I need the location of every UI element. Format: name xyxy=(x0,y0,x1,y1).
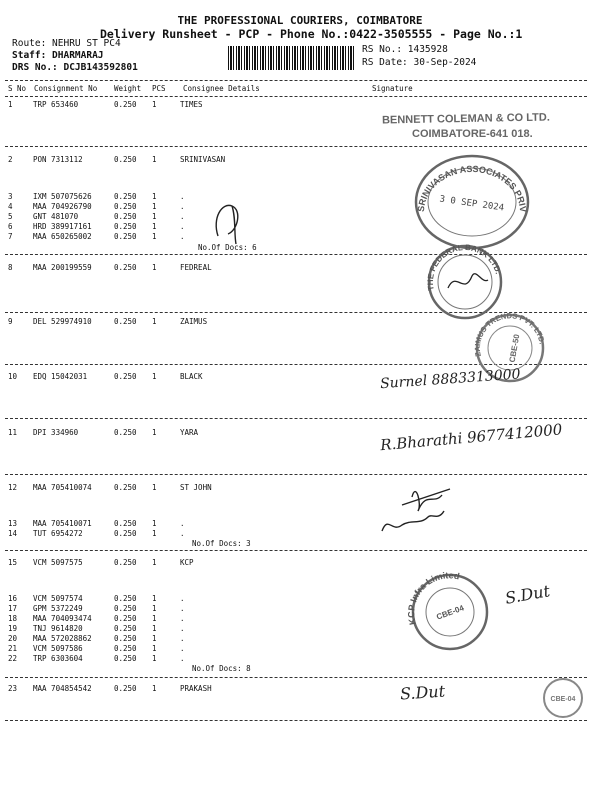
row-weight: 0.250 xyxy=(114,222,137,231)
row-consignee: . xyxy=(180,529,185,538)
divider xyxy=(5,474,587,475)
runsheet-title: Delivery Runsheet - PCP - Phone No.:0422-3505555 - Page No.:1 xyxy=(100,27,523,41)
table-row xyxy=(0,212,360,222)
col-pcs: PCS xyxy=(152,84,166,93)
table-row xyxy=(0,155,360,165)
row-consignee: . xyxy=(180,519,185,528)
row-consignee: . xyxy=(180,614,185,623)
kcp-stamp-center: CBE-04 xyxy=(435,603,466,622)
row-consignee: ST JOHN xyxy=(180,483,212,492)
row-consignee: . xyxy=(180,654,185,663)
doc-count: No.Of Docs: 6 xyxy=(198,243,257,252)
kcp-stamp-text: KCP Infra Limited xyxy=(406,570,461,626)
row-weight: 0.250 xyxy=(114,100,137,109)
row-consignee: . xyxy=(180,212,185,221)
row-pcs: 1 xyxy=(152,558,157,567)
row-pcs: 1 xyxy=(152,212,157,221)
row-consignment: TRP 6303604 xyxy=(33,654,83,663)
row-consignee: . xyxy=(180,604,185,613)
row-weight: 0.250 xyxy=(114,684,137,693)
row-pcs: 1 xyxy=(152,192,157,201)
row-sno: 13 xyxy=(8,519,18,528)
date-stamp: 3 0 SEP 2024 xyxy=(438,194,505,214)
row-weight: 0.250 xyxy=(114,155,137,164)
row-pcs: 1 xyxy=(152,372,157,381)
row-pcs: 1 xyxy=(152,634,157,643)
barcode xyxy=(228,46,356,70)
row-weight: 0.250 xyxy=(114,428,137,437)
row-consignee: . xyxy=(180,634,185,643)
row-consignment: MAA 705410074 xyxy=(33,483,92,492)
divider xyxy=(5,96,587,97)
doc-count: No.Of Docs: 8 xyxy=(192,664,251,673)
row-weight: 0.250 xyxy=(114,644,137,653)
row-pcs: 1 xyxy=(152,263,157,272)
signature-12 xyxy=(372,475,492,545)
prakash-stamp-center: CBE-04 xyxy=(550,696,576,703)
row-consignment: DPI 334960 xyxy=(33,428,79,437)
table-row xyxy=(0,654,360,664)
col-signature: Signature xyxy=(372,84,413,93)
row-consignment: MAA 572028862 xyxy=(33,634,92,643)
row-weight: 0.250 xyxy=(114,529,137,538)
federal-stamp-text: THE FEDERAL BANK LTD. xyxy=(425,242,503,292)
table-row xyxy=(0,483,360,493)
row-consignment: VCM 5097574 xyxy=(33,594,83,603)
row-consignment: GPM 5372249 xyxy=(33,604,83,613)
row-weight: 0.250 xyxy=(114,202,137,211)
table-row xyxy=(0,614,360,624)
row-weight: 0.250 xyxy=(114,192,137,201)
row-weight: 0.250 xyxy=(114,614,137,623)
row-sno: 6 xyxy=(8,222,13,231)
table-row xyxy=(0,519,360,529)
row-sno: 14 xyxy=(8,529,18,538)
row-consignment: TUT 6954272 xyxy=(33,529,83,538)
table-row xyxy=(0,634,360,644)
table-row xyxy=(0,684,360,694)
row-weight: 0.250 xyxy=(114,263,137,272)
row-consignment: MAA 704093474 xyxy=(33,614,92,623)
route-label: Route: NEHRU ST PC4 xyxy=(12,38,121,49)
signature-23: S.Dut xyxy=(399,681,446,704)
divider xyxy=(5,418,587,419)
row-sno: 8 xyxy=(8,263,13,272)
rs-number: RS No.: 1435928 xyxy=(362,44,448,55)
row-sno: 22 xyxy=(8,654,18,663)
table-row xyxy=(0,100,360,110)
row-pcs: 1 xyxy=(152,202,157,211)
row-consignee: . xyxy=(180,192,185,201)
table-row xyxy=(0,644,360,654)
row-consignment: IXM 507075626 xyxy=(33,192,92,201)
row-consignee: . xyxy=(180,644,185,653)
row-weight: 0.250 xyxy=(114,212,137,221)
row-weight: 0.250 xyxy=(114,232,137,241)
divider xyxy=(5,146,587,147)
row-consignee: . xyxy=(180,624,185,633)
row-sno: 15 xyxy=(8,558,18,567)
row-pcs: 1 xyxy=(152,654,157,663)
doc-count: No.Of Docs: 3 xyxy=(192,539,251,548)
row-sno: 4 xyxy=(8,202,13,211)
row-consignee: KCP xyxy=(180,558,194,567)
row-consignee: . xyxy=(180,594,185,603)
table-row xyxy=(0,232,360,242)
row-weight: 0.250 xyxy=(114,604,137,613)
col-consignment: Consignment No xyxy=(34,84,98,93)
company-title: THE PROFESSIONAL COURIERS, COIMBATORE xyxy=(177,14,423,27)
staff-label: Staff: DHARMARAJ xyxy=(12,50,104,61)
row-consignment: VCM 5097575 xyxy=(33,558,83,567)
drs-number: DRS No.: DCJB143592801 xyxy=(12,62,138,73)
row-pcs: 1 xyxy=(152,483,157,492)
table-row xyxy=(0,428,360,438)
row-consignment: HRD 389917161 xyxy=(33,222,92,231)
row-consignee: SRINIVASAN xyxy=(180,155,226,164)
row-weight: 0.250 xyxy=(114,594,137,603)
row-consignment: DEL 529974910 xyxy=(33,317,92,326)
row-pcs: 1 xyxy=(152,519,157,528)
row-sno: 11 xyxy=(8,428,18,437)
bennett-stamp-line1: BENNETT COLEMAN & CO LTD. xyxy=(381,111,550,127)
row-consignment: TRP 653460 xyxy=(33,100,79,109)
svg-text:KCP Infra Limited xyxy=(406,570,460,626)
row-consignment: GNT 481070 xyxy=(33,212,79,221)
table-row xyxy=(0,222,360,232)
kcp-stamp xyxy=(402,568,502,658)
table-row xyxy=(0,604,360,614)
divider xyxy=(5,550,587,551)
row-sno: 19 xyxy=(8,624,18,633)
col-consignee: Consignee Details xyxy=(183,84,260,93)
row-sno: 23 xyxy=(8,684,18,693)
table-row xyxy=(0,594,360,604)
table-row xyxy=(0,317,360,327)
row-consignment: TNJ 9614820 xyxy=(33,624,83,633)
row-sno: 5 xyxy=(8,212,13,221)
table-row xyxy=(0,192,360,202)
row-consignee: TIMES xyxy=(180,100,203,109)
prakash-stamp xyxy=(535,678,585,718)
divider xyxy=(5,720,587,721)
row-consignee: . xyxy=(180,202,185,211)
row-weight: 0.250 xyxy=(114,519,137,528)
table-row xyxy=(0,372,360,382)
row-weight: 0.250 xyxy=(114,654,137,663)
row-pcs: 1 xyxy=(152,529,157,538)
row-consignee: YARA xyxy=(180,428,199,437)
table-row xyxy=(0,529,360,539)
row-sno: 3 xyxy=(8,192,13,201)
zaimus-stamp-center: CBE-50 xyxy=(507,333,522,364)
row-sno: 7 xyxy=(8,232,13,241)
table-row xyxy=(0,624,360,634)
row-pcs: 1 xyxy=(152,594,157,603)
row-consignment: MAA 705410071 xyxy=(33,519,92,528)
row-weight: 0.250 xyxy=(114,483,137,492)
row-pcs: 1 xyxy=(152,428,157,437)
table-row xyxy=(0,558,360,568)
divider xyxy=(5,80,587,81)
row-pcs: 1 xyxy=(152,624,157,633)
row-weight: 0.250 xyxy=(114,317,137,326)
row-sno: 2 xyxy=(8,155,13,164)
row-consignment: EDQ 15042031 xyxy=(33,372,88,381)
row-weight: 0.250 xyxy=(114,372,137,381)
table-row xyxy=(0,202,360,212)
row-consignee: BLACK xyxy=(180,372,203,381)
row-pcs: 1 xyxy=(152,155,157,164)
row-consignee: . xyxy=(180,222,185,231)
divider xyxy=(5,677,587,678)
row-consignee: . xyxy=(180,232,185,241)
row-sno: 17 xyxy=(8,604,18,613)
row-sno: 1 xyxy=(8,100,13,109)
row-consignment: MAA 704854542 xyxy=(33,684,92,693)
zaimus-stamp-text: ZAIMUS TRENDS PVT. LTD. xyxy=(472,311,547,358)
row-pcs: 1 xyxy=(152,614,157,623)
row-consignee: ZAIMUS xyxy=(180,317,208,326)
signature-11: R.Bharathi 9677412000 xyxy=(379,420,563,455)
signature-10: Surnel 8883313000 xyxy=(379,366,522,393)
col-sno: S No xyxy=(8,84,27,93)
row-pcs: 1 xyxy=(152,317,157,326)
row-sno: 18 xyxy=(8,614,18,623)
row-consignment: PON 7313112 xyxy=(33,155,83,164)
row-pcs: 1 xyxy=(152,604,157,613)
row-sno: 12 xyxy=(8,483,18,492)
table-row xyxy=(0,263,360,273)
row-weight: 0.250 xyxy=(114,558,137,567)
row-consignee: FEDREAL xyxy=(180,263,212,272)
bennett-stamp-line2: COIMBATORE-641 018. xyxy=(412,128,533,140)
row-consignment: MAA 650265002 xyxy=(33,232,92,241)
row-weight: 0.250 xyxy=(114,624,137,633)
rs-date: RS Date: 30-Sep-2024 xyxy=(362,57,477,68)
row-pcs: 1 xyxy=(152,684,157,693)
row-consignment: MAA 200199559 xyxy=(33,263,92,272)
row-consignee: PRAKASH xyxy=(180,684,212,693)
row-sno: 21 xyxy=(8,644,18,653)
signature-15: S.Dut xyxy=(503,581,552,608)
row-pcs: 1 xyxy=(152,232,157,241)
col-weight: Weight xyxy=(114,84,142,93)
row-sno: 9 xyxy=(8,317,13,326)
row-pcs: 1 xyxy=(152,644,157,653)
row-pcs: 1 xyxy=(152,100,157,109)
row-consignment: VCM 5097586 xyxy=(33,644,83,653)
srinivasan-stamp-text: SRINIVASAN ASSOCIATES PRIVATE LIMITED xyxy=(406,142,529,213)
handwritten-mark xyxy=(210,198,250,248)
row-sno: 10 xyxy=(8,372,18,381)
row-weight: 0.250 xyxy=(114,634,137,643)
row-sno: 16 xyxy=(8,594,18,603)
row-consignment: MAA 704926790 xyxy=(33,202,92,211)
row-pcs: 1 xyxy=(152,222,157,231)
row-sno: 20 xyxy=(8,634,18,643)
